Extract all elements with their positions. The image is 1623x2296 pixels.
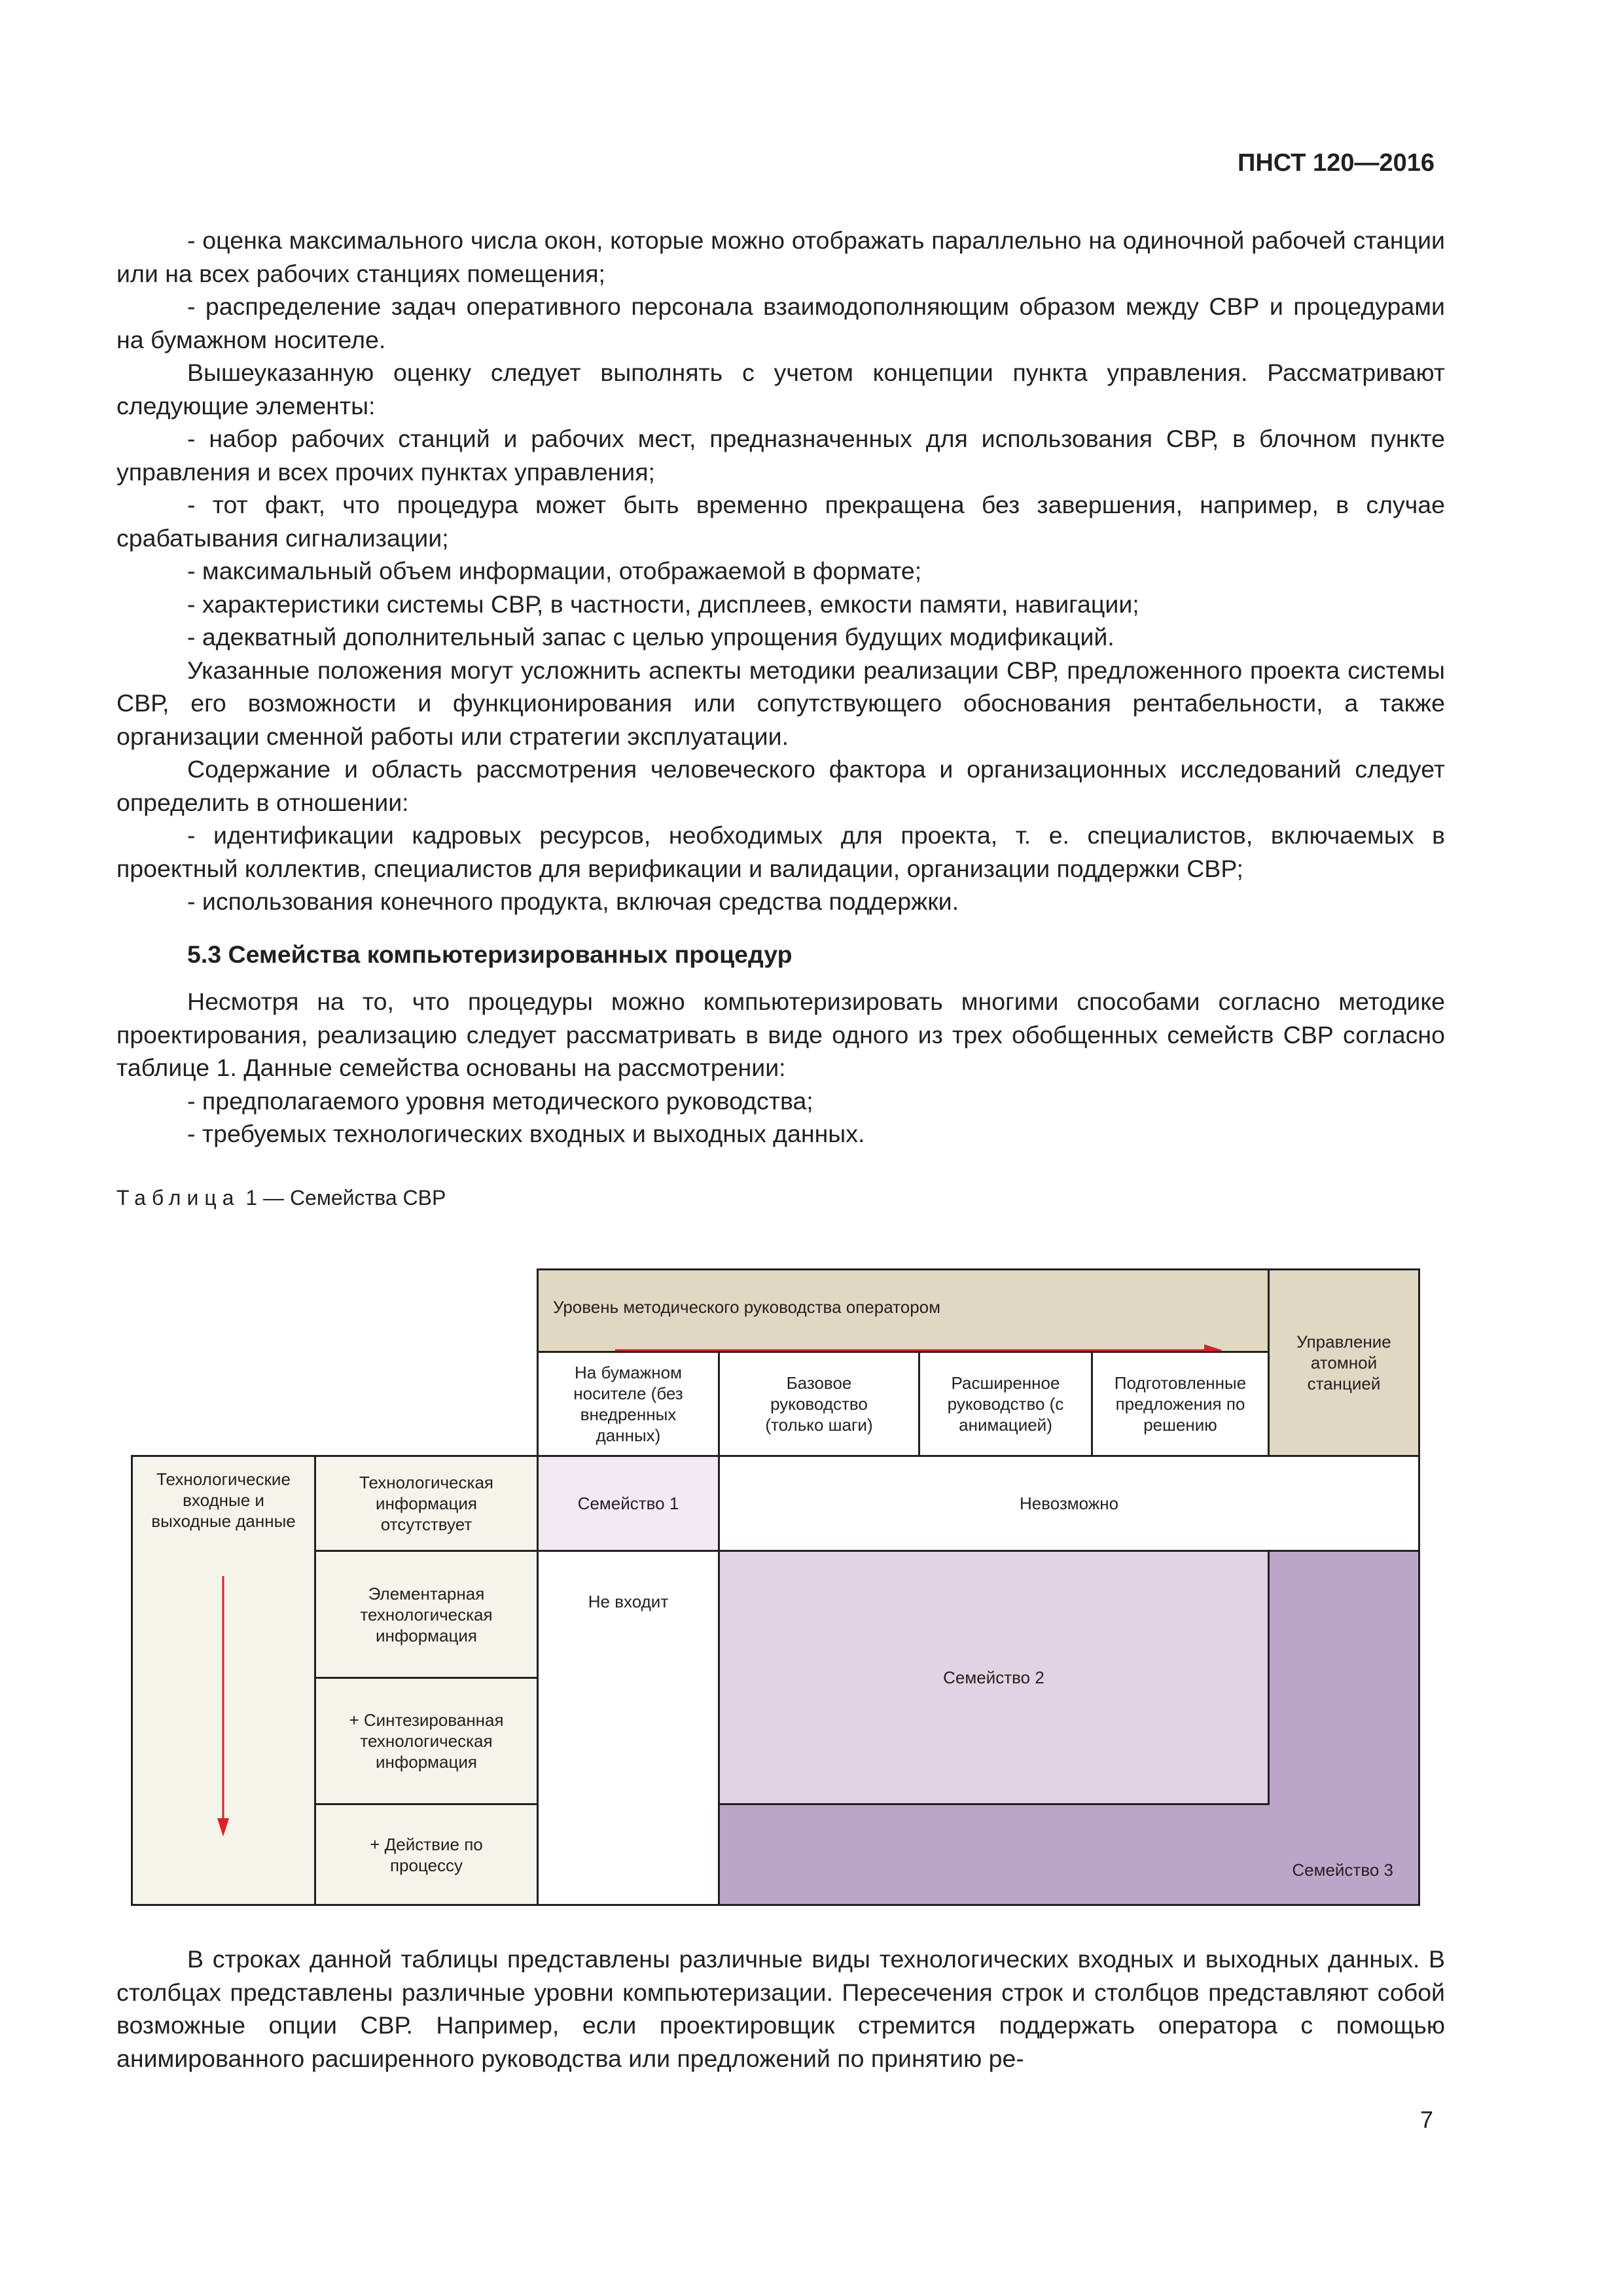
- row-header-label: Технологическая информация отсутствует: [359, 1473, 493, 1534]
- family-2-label: Семейство 2: [943, 1668, 1044, 1687]
- impossible-cell: [718, 1455, 1420, 1552]
- table-caption: [116, 1186, 446, 1210]
- list-item: - адекватный дополнительный запас с целью упрощения будущих модификаций.: [187, 623, 1115, 651]
- list-item: - максимальный объем информации, отображаемой в формате;: [187, 557, 922, 584]
- page-number: 7: [1419, 2106, 1433, 2133]
- col-header-label: Расширенное руководство (с анимацией): [947, 1373, 1064, 1435]
- not-included-label: Не входит: [588, 1592, 669, 1611]
- paragraph: Вышеуказанную оценку следует выполнять с учетом концепции пункта управления. Рассматривают следующие элементы:: [116, 359, 1445, 420]
- row-header-elementary: [314, 1550, 539, 1679]
- body-text: [116, 224, 1445, 1151]
- col-header-label: Базовое руководство (только шаги): [765, 1373, 873, 1435]
- col-header-label: На бумажном носителе (без внедренных данных): [573, 1363, 683, 1445]
- paragraph: Содержание и область рассмотрения человеческого фактора и организационных исследований следует определить в отношении:: [116, 755, 1445, 816]
- list-item: - использования конечного продукта, включая средства поддержки.: [187, 888, 959, 915]
- io-arrow-icon: [213, 1576, 233, 1838]
- col-header-extended: [918, 1351, 1093, 1457]
- family-1-label: Семейство 1: [577, 1494, 679, 1513]
- row-header-label: + Синтезированная технологическая информация: [349, 1710, 504, 1772]
- list-item: - предполагаемого уровня методического руководства;: [187, 1086, 813, 1115]
- row-header-none: [314, 1455, 539, 1552]
- impossible-label: Невозможно: [1019, 1494, 1119, 1513]
- family-1-cell: [537, 1455, 720, 1552]
- paragraph: Указанные положения могут усложнить аспекты методики реализации СВР, предложенного проекта системы СВР, его возможности и функционирования или сопутствующего обоснования рентабельности, а также организации сменной работы или стратегии эксплуатации.: [116, 656, 1445, 750]
- row-header-label: + Действие по процессу: [370, 1834, 483, 1875]
- after-table-text: [116, 1943, 1445, 2075]
- table-caption-text: 1 — Семейства СВР: [245, 1186, 446, 1210]
- list-item: - набор рабочих станций и рабочих мест, предназначенных для использования СВР, в блочном пункте управления и всех прочих пунктах управления;: [116, 425, 1445, 486]
- list-item: - оценка максимального числа окон, которые можно отображать параллельно на одиночной рабочей станции или на всех рабочих станциях помещения;: [116, 226, 1445, 287]
- row-header-action: [314, 1803, 539, 1906]
- control-header: [1268, 1268, 1420, 1457]
- list-item: - распределение задач оперативного персонала взаимодополняющим образом между СВР и процедурами на бумажном носителе.: [116, 293, 1445, 353]
- family-3-label: Семейство 3: [1292, 1860, 1393, 1880]
- not-included-cell: [537, 1550, 720, 1906]
- family-2-cell: [718, 1550, 1270, 1805]
- row-header-label: Элементарная технологическая информация: [360, 1583, 493, 1645]
- io-header-label: Технологические входные и выходные данные: [151, 1469, 296, 1531]
- paragraph: Несмотря на то, что процедуры можно компьютеризировать многими способами согласно методике проектирования, реализацию следует рассматривать в виде одного из трех обобщенных семейств СВР согласно таблице 1. Данные семейства основаны на рассмотрении:: [116, 988, 1445, 1081]
- col-header-proposals: [1091, 1351, 1270, 1457]
- col-header-paper: [537, 1351, 720, 1457]
- col-header-basic: [718, 1351, 920, 1457]
- document-number: ПНСТ 120—2016: [1238, 149, 1435, 177]
- list-item: - требуемых технологических входных и выходных данных.: [187, 1120, 865, 1147]
- list-item: - характеристики системы СВР, в частности, дисплеев, емкости памяти, навигации;: [187, 590, 1139, 618]
- col-header-label: Подготовленные предложения по решению: [1114, 1373, 1247, 1435]
- families-table: [131, 1268, 1427, 1906]
- list-item: - идентификации кадровых ресурсов, необходимых для проекта, т. е. специалистов, включаемых в проектный коллектив, специалистов для верификации и валидации, организации поддержки СВР;: [116, 821, 1445, 882]
- control-header-label: Управление атомной станцией: [1296, 1332, 1391, 1393]
- section-title: 5.3 Семейства компьютеризированных процедур: [187, 940, 793, 968]
- guidance-header-label: Уровень методического руководства оператором: [553, 1297, 940, 1317]
- table-caption-label: Таблица: [116, 1186, 240, 1210]
- list-item: - тот факт, что процедура может быть временно прекращена без завершения, например, в случае срабатывания сигнализации;: [116, 491, 1445, 552]
- paragraph: В строках данной таблицы представлены различные виды технологических входных и выходных данных. В столбцах представлены различные уровни компьютеризации. Пересечения строк и столбцов представляют собой возможные опции СВР. Например, если проектировщик стремится поддержать оператора с помощью анимированного расширенного руководства или предложений по принятию ре-: [116, 1945, 1445, 2072]
- row-header-synthesized: [314, 1677, 539, 1805]
